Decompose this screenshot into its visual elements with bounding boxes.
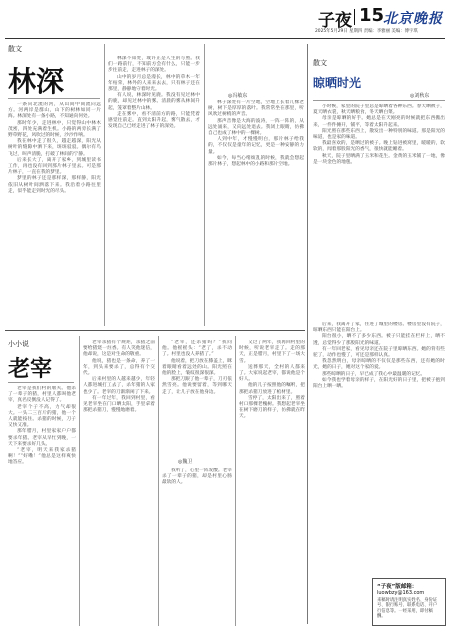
col-divider	[104, 44, 105, 326]
left-col-1: 一条向北流的河，从山间中间流向远方。河两岸是群山，山下的树林如同一片海。林深处有一条小路，不知通向何处。 那时年少，走进林中，只觉得山中林木茂密，四处充满着生机。小路的两旁长满了野草野花，风吹过的时候，沙沙作响。 我在林中走了很久，越走越深，阳光从树叶的缝隙中洒下来，斑斑驳驳。偶尔有鸟飞过，叫声清脆，打破了林间的宁静。 后来长大了，离开了家乡，到城里读书工作，再也没有回到那片林子里去。可是那片林子，一直在我的梦里。 梦里的林子还是那样深，那样静，阳光依旧从树叶间洒落下来。我沿着小路往里走，似乎能走到时光的尽头。	[8, 102, 101, 194]
bottom-byline: ◎魏卫	[178, 459, 193, 465]
bottom-col-3b: 我听了，心里一阵发酸。老宰杀了一辈子的猪，却是村里心肠最软的人。	[162, 468, 232, 486]
bottom-title: 老宰	[8, 357, 53, 382]
left-title: 林深	[8, 65, 65, 98]
bottom-col-4: 又过了两年，我再回村里的时候，听说老宰走了。走的那天，正是腊月，村里下了一场大雪。 送葬那天，全村的人都来了。大家说起老宰，都说他是个好人。 他的儿子按照他的嘱咐，把那把杀猪刀放进了棺材里。 雪停了，太阳出来了，照着村口那棵老槐树。我想起老宰坐在树下磨刀的样子，仿佛就在昨天。	[239, 340, 305, 420]
col-divider	[158, 336, 159, 626]
right-col-1: 小时候，家里的院子里总是晾晒着各种东西。春天晒被子，夏天晒衣裳，秋天晒粮食，冬天晒白菜。 母亲是晾晒的好手。她总是在天刚亮的时候就把东西搬出来，一件件摊开，铺平，等着太阳升起来。 阳光照在那些东西上，散发出一种特别的味道。那是阳光的味道，也是家的味道。 我最喜欢的，是晒过的被子。晚上钻进被窝里，暖暖的，软软的，闻着那股阳光的香气，很快就能睡着。 秋天，院子里晒满了玉米和花生。金黄的玉米铺了一地，像是一块金色的地毯。	[313, 104, 445, 165]
col-divider	[307, 44, 308, 624]
header-rule	[5, 38, 445, 39]
notice-text: 来稿时请注明真实姓名、身份证号、银行账号、联系电话、开户行信息等。一经采用，即付稿酬。	[377, 598, 438, 620]
left-kicker: 散文	[8, 45, 22, 53]
submission-notice-box	[372, 578, 446, 626]
bottom-title-rule	[8, 382, 74, 383]
left-col-2: 林深不知处，或许正是人生的写照。我们一路前行，不知前方会有什么，只能一步步往前走，走进林子的深处。 山中的岁月总是漫长，林中的草木一年年枯荣，林外的人来来去去，只有林子还在那里，静静地守着时光。 有人说，林深时见鹿。我没有见过林中的鹿，却见过林中的雾。清晨的雾从林间升起，笼罩着整片山林。 走在雾中，看不清前方的路，只能凭着感觉往前走。直到太阳升起，雾气散去，才发现自己已经走进了林子的深处。	[108, 56, 200, 130]
notice-email[interactable]: luowbzy@163.com	[377, 590, 425, 596]
bottom-col-3: “老宰，还杀猪吗？”我问他。他摇摇头：“老了，杀不动了。村里也没人养猪了。” 他说着，把刀放在膝盖上，眯着眼睛看着远处的山。阳光照在他的脸上，皱纹很深很深。 那把刀跟了他一辈子，刀刃依然雪亮。他说要留着，等到哪天走了，让儿子放在他身边。	[162, 340, 232, 395]
left-col-3: 林子深处有一片空地，空地上长着几棵老树，树下是厚厚的落叶。我常常坐在那里，听风吹过树梢的声音。 那声音像是大海的波涛，一阵一阵的，从远处涌来，又向远处退去。我闭上眼睛，仿佛自己也成了林中的一棵树。 人到中年，才慢慢明白，那片林子给我的，不仅仅是童年的记忆，更是一种安静的力量。 如今，每当心绪烦乱的时候，我就会想起那片林子，想起林中的小路和那片空地。	[208, 100, 304, 168]
col-divider	[204, 44, 205, 326]
date-line: 2025年5月29日 星期四 责编：李雅丽 美编：傅宇琪	[315, 29, 418, 34]
page-number: 15	[359, 5, 385, 26]
notice-title: “子夜”版邮箱：	[377, 584, 418, 590]
header-divider	[354, 9, 355, 25]
right-title-rule	[313, 100, 445, 101]
right-kicker: 散文	[313, 59, 327, 67]
left-byline: ◎冯敏东	[228, 93, 248, 99]
col-divider	[79, 336, 80, 626]
bottom-col-2: 老宰杀猪有个规矩，杀猪之前要给猪烧一炷香。有人笑他迷信，他却说，这是对生命的敬重。 他说，猪也是一条命，养了一年，到头来要杀了，总得有个交代。 后来村里的人越来越少，年轻人都进城打工去了，杀年猪的人家也少了。老宰的刀渐渐闲了下来。 有一年过年，我回到村里，看见老宰坐在门口晒太阳，手里拿着那把杀猪刀，慢慢地磨着。	[83, 340, 155, 414]
bottom-kicker: 小小说	[8, 340, 29, 348]
newspaper-brand: 北京晚报	[383, 11, 443, 27]
bottom-col-1: 老宰是我们村的屠夫。他杀了一辈子的猪，村里人都叫他老宰，真名反倒没人记得了。 老宰个子不高，力气却很大。一头二三百斤的猪，他一个人就能按住。杀猪的时候，刀子又快又准。 那年腊月，村里家家户户都要杀年猪。老宰从早忙到晚，一天下来要杀好几头。 “老宰，明天来我家杀猪啊！”“好嘞！”他总是这样爽快地答应。	[8, 386, 76, 466]
right-byline: ◎刘秋东	[410, 93, 430, 99]
left-title-rule	[8, 98, 100, 99]
right-title: 晾晒时光	[313, 76, 362, 90]
section-rule	[5, 330, 305, 331]
right-col-2: 后来，我离开了家，住进了城里的楼房。楼房里没有院子，晾晒东西只能在阳台上。 阳台很小，晒不了多少东西。被子只能挂在栏杆上，晒不透，总觉得少了那股阳光的味道。 有一年回老家，看见母亲还在院子里晾晒东西。她的背有些驼了，动作也慢了，可还是那样认真。 我忽然明白，母亲晾晒的不仅仅是那些东西，还有她的时光，她的日子，她对这个家的爱。 那些晾晒的日子，早已成了我心中最温暖的记忆。 如今我也学着母亲的样子，在阳光好的日子里，把被子抱到阳台上晒一晒。	[313, 322, 445, 390]
page-header	[0, 0, 450, 40]
section-title: 子夜	[318, 11, 352, 31]
col-divider	[235, 336, 236, 626]
